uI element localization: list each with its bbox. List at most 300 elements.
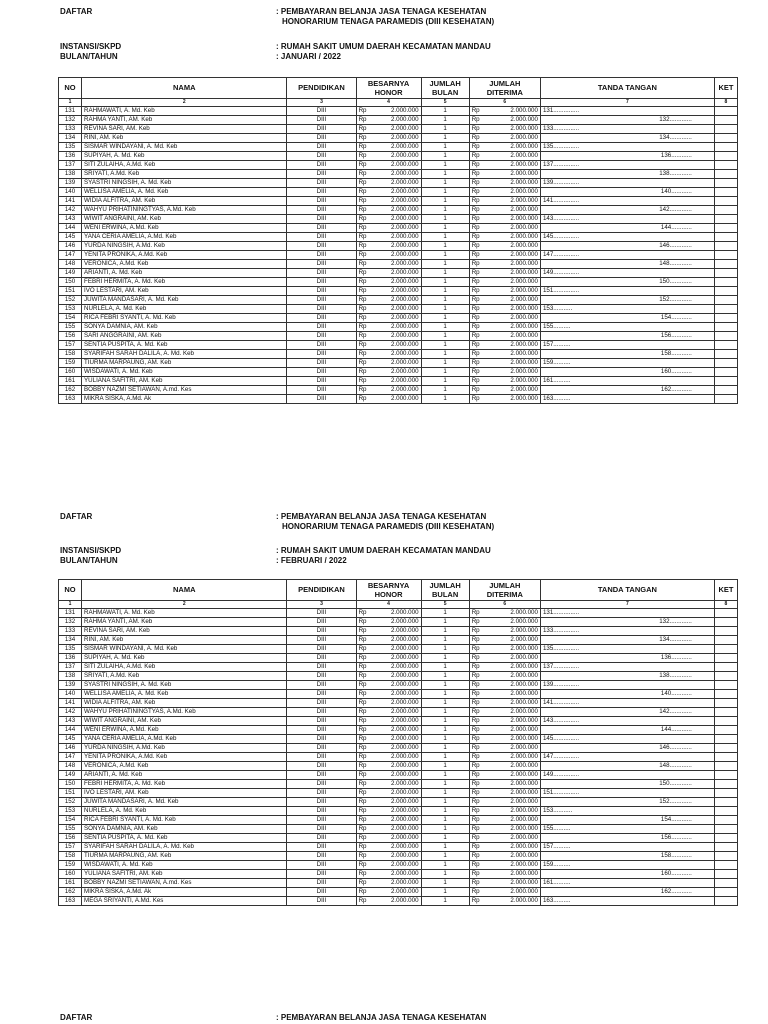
row-number: 157 xyxy=(59,843,82,852)
row-diterima-amount: 2.000.000 xyxy=(484,197,541,206)
row-bulan: 1 xyxy=(421,708,469,717)
row-ket xyxy=(714,798,737,807)
row-name: YANA CERIA AMELIA, A.Md. Keb xyxy=(82,233,287,242)
row-honor-currency: Rp xyxy=(356,690,371,699)
row-diterima-amount: 2.000.000 xyxy=(484,134,541,143)
row-number: 145 xyxy=(59,735,82,744)
row-honor-currency: Rp xyxy=(356,278,371,287)
row-signature: 156............ xyxy=(540,332,714,341)
column-number: 7 xyxy=(540,601,714,609)
row-honor-amount: 2.000.000 xyxy=(371,206,421,215)
row-bulan: 1 xyxy=(421,278,469,287)
row-diterima-amount: 2.000.000 xyxy=(484,852,541,861)
row-signature: 143............... xyxy=(540,215,714,224)
table-row xyxy=(59,654,738,663)
row-signature: 140............ xyxy=(540,188,714,197)
column-number: 8 xyxy=(714,99,737,107)
row-diterima-currency: Rp xyxy=(469,161,484,170)
row-pendidikan: DIII xyxy=(287,744,356,753)
row-bulan: 1 xyxy=(421,834,469,843)
table-row xyxy=(59,699,738,708)
row-number: 131 xyxy=(59,609,82,618)
row-diterima-currency: Rp xyxy=(469,771,484,780)
row-honor-currency: Rp xyxy=(356,663,371,672)
row-name: REVINA SARI, AM. Keb xyxy=(82,627,287,636)
row-number: 149 xyxy=(59,771,82,780)
row-name: MEGA SRIYANTI, A.Md. Kes xyxy=(82,897,287,906)
table-row xyxy=(59,744,738,753)
table-row xyxy=(59,708,738,717)
row-honor-currency: Rp xyxy=(356,798,371,807)
row-name: WAHYU PRIHATININGTYAS, A.Md. Keb xyxy=(82,206,287,215)
row-pendidikan: DIII xyxy=(287,825,356,834)
row-bulan: 1 xyxy=(421,359,469,368)
table-row xyxy=(59,341,738,350)
row-honor-currency: Rp xyxy=(356,618,371,627)
column-number: 5 xyxy=(421,99,469,107)
row-diterima-currency: Rp xyxy=(469,287,484,296)
row-pendidikan: DIII xyxy=(287,771,356,780)
row-bulan: 1 xyxy=(421,609,469,618)
row-name: SYARIFAH SARAH DALILA, A. Md. Keb xyxy=(82,350,287,359)
row-name: WISDAWATI, A. Md. Keb xyxy=(82,861,287,870)
row-ket xyxy=(714,269,737,278)
row-honor-amount: 2.000.000 xyxy=(371,744,421,753)
row-name: SYASTRI NINGSIH, A. Md. Keb xyxy=(82,179,287,188)
row-number: 150 xyxy=(59,780,82,789)
row-pendidikan: DIII xyxy=(287,278,356,287)
row-bulan: 1 xyxy=(421,771,469,780)
row-name: SRIYATI, A.Md. Keb xyxy=(82,170,287,179)
row-pendidikan: DIII xyxy=(287,233,356,242)
row-diterima-currency: Rp xyxy=(469,888,484,897)
table-row xyxy=(59,188,738,197)
row-honor-currency: Rp xyxy=(356,897,371,906)
row-ket xyxy=(714,681,737,690)
table-row xyxy=(59,152,738,161)
row-signature: 138............. xyxy=(540,672,714,681)
table-row xyxy=(59,116,738,125)
row-bulan: 1 xyxy=(421,170,469,179)
row-signature: 147............... xyxy=(540,251,714,260)
column-number: 1 xyxy=(59,99,82,107)
row-pendidikan: DIII xyxy=(287,107,356,116)
row-ket xyxy=(714,663,737,672)
row-diterima-amount: 2.000.000 xyxy=(484,368,541,377)
row-honor-amount: 2.000.000 xyxy=(371,852,421,861)
table-row xyxy=(59,816,738,825)
row-diterima-amount: 2.000.000 xyxy=(484,636,541,645)
row-bulan: 1 xyxy=(421,215,469,224)
row-diterima-amount: 2.000.000 xyxy=(484,843,541,852)
row-honor-amount: 2.000.000 xyxy=(371,735,421,744)
row-number: 152 xyxy=(59,798,82,807)
row-honor-amount: 2.000.000 xyxy=(371,152,421,161)
row-signature: 145............... xyxy=(540,735,714,744)
row-diterima-amount: 2.000.000 xyxy=(484,260,541,269)
table-row xyxy=(59,879,738,888)
row-diterima-currency: Rp xyxy=(469,816,484,825)
row-number: 162 xyxy=(59,386,82,395)
row-honor-currency: Rp xyxy=(356,368,371,377)
row-diterima-amount: 2.000.000 xyxy=(484,780,541,789)
row-diterima-currency: Rp xyxy=(469,233,484,242)
row-number: 146 xyxy=(59,744,82,753)
row-number: 158 xyxy=(59,350,82,359)
row-diterima-currency: Rp xyxy=(469,125,484,134)
row-bulan: 1 xyxy=(421,843,469,852)
row-bulan: 1 xyxy=(421,314,469,323)
row-name: RAHMA YANTI, AM. Keb xyxy=(82,618,287,627)
row-name: WENI ERWINA, A.Md. Keb xyxy=(82,224,287,233)
row-name: SENTIA PUSPITA, A. Md. Keb xyxy=(82,341,287,350)
row-diterima-amount: 2.000.000 xyxy=(484,278,541,287)
row-diterima-amount: 2.000.000 xyxy=(484,125,541,134)
row-pendidikan: DIII xyxy=(287,789,356,798)
row-ket xyxy=(714,278,737,287)
row-signature: 163.......... xyxy=(540,395,714,404)
row-diterima-currency: Rp xyxy=(469,341,484,350)
table-row xyxy=(59,206,738,215)
row-ket xyxy=(714,314,737,323)
row-diterima-currency: Rp xyxy=(469,269,484,278)
row-honor-currency: Rp xyxy=(356,332,371,341)
instansi-values-2 xyxy=(276,546,491,566)
row-number: 153 xyxy=(59,305,82,314)
row-diterima-currency: Rp xyxy=(469,744,484,753)
row-signature: 134............. xyxy=(540,636,714,645)
row-honor-currency: Rp xyxy=(356,816,371,825)
row-ket xyxy=(714,116,737,125)
row-honor-amount: 2.000.000 xyxy=(371,870,421,879)
row-bulan: 1 xyxy=(421,251,469,260)
row-pendidikan: DIII xyxy=(287,242,356,251)
column-header-no: NO xyxy=(59,78,82,99)
row-honor-currency: Rp xyxy=(356,762,371,771)
row-pendidikan: DIII xyxy=(287,735,356,744)
row-diterima-amount: 2.000.000 xyxy=(484,663,541,672)
row-diterima-amount: 2.000.000 xyxy=(484,735,541,744)
row-name: SUPIYAH, A. Md. Keb xyxy=(82,152,287,161)
row-ket xyxy=(714,870,737,879)
row-diterima-amount: 2.000.000 xyxy=(484,807,541,816)
column-number: 6 xyxy=(469,99,540,107)
row-name: RAHMA YANTI, AM. Keb xyxy=(82,116,287,125)
row-diterima-currency: Rp xyxy=(469,672,484,681)
row-signature: 143............... xyxy=(540,717,714,726)
row-name: RINI, AM. Keb xyxy=(82,134,287,143)
row-name: VERONICA, A.Md. Keb xyxy=(82,762,287,771)
row-diterima-currency: Rp xyxy=(469,296,484,305)
row-diterima-currency: Rp xyxy=(469,726,484,735)
row-pendidikan: DIII xyxy=(287,879,356,888)
row-diterima-currency: Rp xyxy=(469,798,484,807)
row-number: 147 xyxy=(59,753,82,762)
instansi-label: INSTANSI/SKPD xyxy=(60,546,122,555)
row-diterima-currency: Rp xyxy=(469,170,484,179)
row-pendidikan: DIII xyxy=(287,251,356,260)
row-name: SRIYATI, A.Md. Keb xyxy=(82,672,287,681)
row-honor-currency: Rp xyxy=(356,879,371,888)
row-diterima-amount: 2.000.000 xyxy=(484,206,541,215)
row-diterima-amount: 2.000.000 xyxy=(484,879,541,888)
row-name: NURLELA, A. Md. Keb xyxy=(82,807,287,816)
row-bulan: 1 xyxy=(421,690,469,699)
row-honor-currency: Rp xyxy=(356,269,371,278)
row-diterima-currency: Rp xyxy=(469,305,484,314)
row-ket xyxy=(714,672,737,681)
column-header-jumlah-diterima: JUMLAH DITERIMA xyxy=(469,580,540,601)
table-row xyxy=(59,386,738,395)
row-diterima-currency: Rp xyxy=(469,609,484,618)
row-ket xyxy=(714,690,737,699)
table-row xyxy=(59,179,738,188)
row-signature: 142............. xyxy=(540,206,714,215)
row-honor-currency: Rp xyxy=(356,125,371,134)
table-row xyxy=(59,314,738,323)
table-row xyxy=(59,636,738,645)
row-honor-amount: 2.000.000 xyxy=(371,780,421,789)
row-signature: 134............. xyxy=(540,134,714,143)
row-honor-currency: Rp xyxy=(356,206,371,215)
column-number-row xyxy=(59,99,738,107)
row-signature: 154............ xyxy=(540,816,714,825)
row-pendidikan: DIII xyxy=(287,672,356,681)
row-name: FEBRI HERMITA, A. Md. Keb xyxy=(82,780,287,789)
row-honor-currency: Rp xyxy=(356,215,371,224)
row-diterima-currency: Rp xyxy=(469,654,484,663)
row-bulan: 1 xyxy=(421,897,469,906)
row-honor-amount: 2.000.000 xyxy=(371,888,421,897)
row-pendidikan: DIII xyxy=(287,143,356,152)
row-number: 143 xyxy=(59,717,82,726)
row-ket xyxy=(714,735,737,744)
row-honor-amount: 2.000.000 xyxy=(371,350,421,359)
row-honor-amount: 2.000.000 xyxy=(371,179,421,188)
row-diterima-amount: 2.000.000 xyxy=(484,816,541,825)
column-number: 1 xyxy=(59,601,82,609)
row-honor-currency: Rp xyxy=(356,726,371,735)
row-diterima-amount: 2.000.000 xyxy=(484,726,541,735)
row-number: 139 xyxy=(59,681,82,690)
row-bulan: 1 xyxy=(421,825,469,834)
column-number: 7 xyxy=(540,99,714,107)
row-ket xyxy=(714,861,737,870)
row-honor-amount: 2.000.000 xyxy=(371,278,421,287)
row-honor-amount: 2.000.000 xyxy=(371,314,421,323)
row-honor-amount: 2.000.000 xyxy=(371,663,421,672)
row-ket xyxy=(714,260,737,269)
row-ket xyxy=(714,296,737,305)
row-pendidikan: DIII xyxy=(287,816,356,825)
row-name: YURDA NINGSIH, A.Md. Keb xyxy=(82,744,287,753)
row-signature: 141............... xyxy=(540,197,714,206)
row-name: JUWITA MANDASARI, A. Md. Keb xyxy=(82,798,287,807)
row-pendidikan: DIII xyxy=(287,636,356,645)
row-bulan: 1 xyxy=(421,663,469,672)
row-number: 150 xyxy=(59,278,82,287)
table-row xyxy=(59,843,738,852)
column-number: 4 xyxy=(356,601,421,609)
row-diterima-currency: Rp xyxy=(469,789,484,798)
row-signature: 152............. xyxy=(540,798,714,807)
row-honor-currency: Rp xyxy=(356,386,371,395)
row-signature: 141............... xyxy=(540,699,714,708)
row-pendidikan: DIII xyxy=(287,852,356,861)
row-diterima-amount: 2.000.000 xyxy=(484,116,541,125)
row-signature: 136............ xyxy=(540,152,714,161)
row-ket xyxy=(714,654,737,663)
daftar-label: DAFTAR xyxy=(60,512,93,521)
row-diterima-currency: Rp xyxy=(469,618,484,627)
row-number: 144 xyxy=(59,224,82,233)
row-name: YURDA NINGSIH, A.Md. Keb xyxy=(82,242,287,251)
table-row xyxy=(59,278,738,287)
row-diterima-currency: Rp xyxy=(469,197,484,206)
row-honor-amount: 2.000.000 xyxy=(371,386,421,395)
row-pendidikan: DIII xyxy=(287,305,356,314)
row-ket xyxy=(714,107,737,116)
row-pendidikan: DIII xyxy=(287,116,356,125)
row-name: YULIANA SAFITRI, AM. Keb xyxy=(82,377,287,386)
row-name: RICA FEBRI SYANTI, A. Md. Keb xyxy=(82,314,287,323)
instansi-labels xyxy=(60,42,121,62)
table-row xyxy=(59,609,738,618)
row-bulan: 1 xyxy=(421,152,469,161)
row-number: 135 xyxy=(59,143,82,152)
row-ket xyxy=(714,152,737,161)
bulan-label: BULAN/TAHUN xyxy=(60,556,118,565)
header-title xyxy=(276,7,494,27)
column-header-ket: KET xyxy=(714,78,737,99)
row-number: 163 xyxy=(59,897,82,906)
row-signature: 144............ xyxy=(540,726,714,735)
table-row xyxy=(59,323,738,332)
row-honor-amount: 2.000.000 xyxy=(371,789,421,798)
row-number: 136 xyxy=(59,152,82,161)
row-diterima-currency: Rp xyxy=(469,645,484,654)
row-honor-amount: 2.000.000 xyxy=(371,170,421,179)
row-diterima-amount: 2.000.000 xyxy=(484,287,541,296)
row-pendidikan: DIII xyxy=(287,377,356,386)
row-signature: 162............ xyxy=(540,386,714,395)
row-signature: 138............. xyxy=(540,170,714,179)
row-diterima-currency: Rp xyxy=(469,350,484,359)
row-honor-amount: 2.000.000 xyxy=(371,305,421,314)
row-honor-amount: 2.000.000 xyxy=(371,323,421,332)
row-honor-amount: 2.000.000 xyxy=(371,251,421,260)
row-diterima-currency: Rp xyxy=(469,215,484,224)
column-header-ket: KET xyxy=(714,580,737,601)
row-name: YENITA PRONIKA, A.Md. Keb xyxy=(82,753,287,762)
row-diterima-currency: Rp xyxy=(469,395,484,404)
row-ket xyxy=(714,170,737,179)
row-signature: 146............. xyxy=(540,242,714,251)
row-honor-currency: Rp xyxy=(356,287,371,296)
row-diterima-currency: Rp xyxy=(469,314,484,323)
table-row xyxy=(59,134,738,143)
row-signature: 137............... xyxy=(540,663,714,672)
table-row xyxy=(59,161,738,170)
row-diterima-amount: 2.000.000 xyxy=(484,771,541,780)
row-diterima-amount: 2.000.000 xyxy=(484,215,541,224)
instansi-value: : RUMAH SAKIT UMUM DAERAH KECAMATAN MANDAU xyxy=(276,546,491,555)
row-honor-amount: 2.000.000 xyxy=(371,224,421,233)
row-honor-currency: Rp xyxy=(356,341,371,350)
row-pendidikan: DIII xyxy=(287,681,356,690)
row-honor-amount: 2.000.000 xyxy=(371,215,421,224)
row-honor-currency: Rp xyxy=(356,861,371,870)
row-signature: 148............. xyxy=(540,762,714,771)
row-signature: 149............... xyxy=(540,771,714,780)
row-name: BOBBY NAZMI SETIAWAN, A.md. Kes xyxy=(82,879,287,888)
row-honor-amount: 2.000.000 xyxy=(371,134,421,143)
row-diterima-currency: Rp xyxy=(469,206,484,215)
column-header-jumlah-bulan: JUMLAH BULAN xyxy=(421,78,469,99)
row-number: 147 xyxy=(59,251,82,260)
row-diterima-currency: Rp xyxy=(469,753,484,762)
row-number: 156 xyxy=(59,834,82,843)
table-row xyxy=(59,269,738,278)
row-honor-amount: 2.000.000 xyxy=(371,654,421,663)
row-diterima-amount: 2.000.000 xyxy=(484,699,541,708)
table-row xyxy=(59,395,738,404)
row-diterima-amount: 2.000.000 xyxy=(484,305,541,314)
row-number: 148 xyxy=(59,260,82,269)
row-signature: 158............ xyxy=(540,852,714,861)
row-diterima-currency: Rp xyxy=(469,699,484,708)
row-honor-currency: Rp xyxy=(356,134,371,143)
row-name: SISMAR WINDAYANI, A. Md. Keb xyxy=(82,645,287,654)
row-ket xyxy=(714,341,737,350)
row-bulan: 1 xyxy=(421,287,469,296)
instansi-labels-2 xyxy=(60,546,121,566)
row-diterima-amount: 2.000.000 xyxy=(484,350,541,359)
row-honor-amount: 2.000.000 xyxy=(371,377,421,386)
row-bulan: 1 xyxy=(421,816,469,825)
row-name: SITI ZULAIHA, A.Md. Keb xyxy=(82,161,287,170)
row-honor-amount: 2.000.000 xyxy=(371,816,421,825)
row-diterima-currency: Rp xyxy=(469,377,484,386)
row-ket xyxy=(714,386,737,395)
row-honor-currency: Rp xyxy=(356,296,371,305)
table-header-row xyxy=(59,580,738,601)
column-header-no: NO xyxy=(59,580,82,601)
row-honor-currency: Rp xyxy=(356,834,371,843)
row-ket xyxy=(714,807,737,816)
row-signature: 160............ xyxy=(540,870,714,879)
row-number: 146 xyxy=(59,242,82,251)
row-name: SUPIYAH, A. Md. Keb xyxy=(82,654,287,663)
row-honor-currency: Rp xyxy=(356,843,371,852)
row-bulan: 1 xyxy=(421,206,469,215)
row-name: IVO LESTARI, AM. Keb xyxy=(82,287,287,296)
row-bulan: 1 xyxy=(421,269,469,278)
table-row xyxy=(59,332,738,341)
row-signature: 152............. xyxy=(540,296,714,305)
row-bulan: 1 xyxy=(421,341,469,350)
row-pendidikan: DIII xyxy=(287,609,356,618)
row-ket xyxy=(714,332,737,341)
column-header-jumlah-diterima: JUMLAH DITERIMA xyxy=(469,78,540,99)
row-pendidikan: DIII xyxy=(287,197,356,206)
row-signature: 144............ xyxy=(540,224,714,233)
table-row xyxy=(59,296,738,305)
row-number: 142 xyxy=(59,206,82,215)
row-diterima-currency: Rp xyxy=(469,636,484,645)
row-diterima-amount: 2.000.000 xyxy=(484,789,541,798)
row-ket xyxy=(714,618,737,627)
